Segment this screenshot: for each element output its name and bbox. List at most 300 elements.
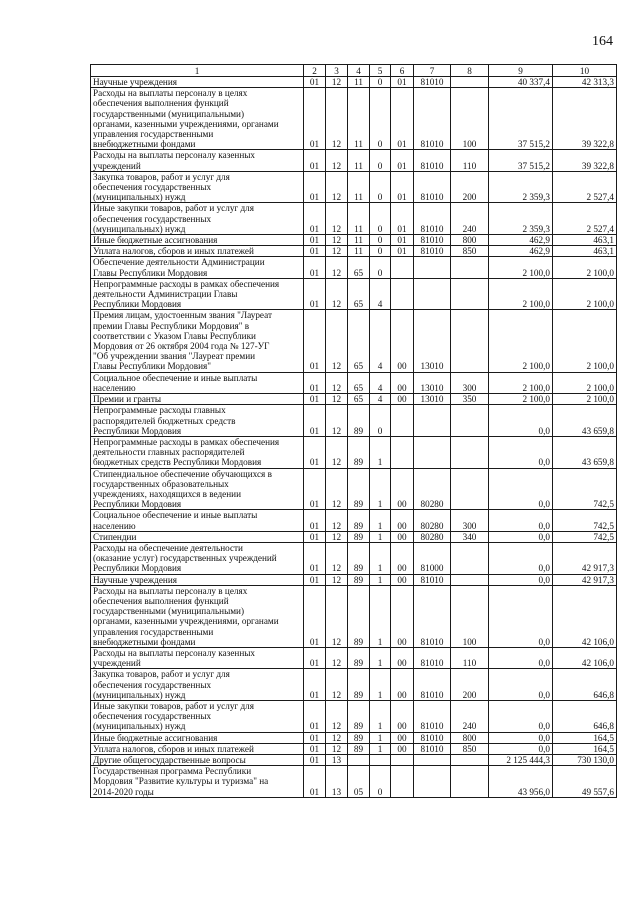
amount-cell (553, 700, 617, 732)
code-cell (451, 700, 489, 732)
table-row (91, 585, 617, 647)
code-cell (391, 310, 414, 372)
code-cell (304, 700, 326, 732)
cell-value: 81010 (420, 636, 444, 647)
cell-value: 01 (309, 721, 320, 732)
cell-value: 13 (331, 755, 342, 765)
code-cell (414, 542, 451, 574)
row-name-cell (91, 585, 304, 647)
code-cell (304, 310, 326, 372)
cell-value: 89 (353, 732, 364, 743)
cell-value: 12 (331, 658, 342, 669)
cell-value: 0,0 (538, 520, 550, 531)
amount-cell (553, 436, 617, 468)
cell-value: 4 (377, 361, 383, 372)
cell-value: 646,8 (593, 721, 614, 732)
amount-cell (553, 542, 617, 574)
budget-table (90, 64, 617, 798)
amount-cell (553, 647, 617, 668)
code-cell (414, 700, 451, 732)
cell-value: 12 (331, 235, 342, 246)
code-cell (348, 531, 370, 542)
amount-cell (489, 755, 553, 766)
code-cell (304, 150, 326, 171)
code-cell (326, 531, 348, 542)
cell-value: 89 (353, 658, 364, 669)
cell-value: 1 (377, 636, 383, 647)
code-cell (414, 77, 451, 88)
cell-value: 11 (354, 139, 363, 150)
code-cell (326, 436, 348, 468)
code-cell (391, 510, 414, 531)
cell-value: 01 (309, 139, 320, 150)
row-name-cell (91, 235, 304, 246)
cell-value: 4 (377, 299, 383, 310)
cell-value: 43 659,8 (581, 425, 614, 436)
row-label: Расходы на выплаты персоналу в целях обеспечения выполнения функций государственными (муниципальными) органами, казенными учреждениями, органами управления государственными внебюджетными фондами (93, 88, 279, 150)
cell-value: 110 (462, 658, 477, 669)
cell-value: 89 (353, 636, 364, 647)
cell-value: 13 (331, 786, 342, 797)
cell-value: 0 (377, 192, 383, 203)
amount-cell (489, 278, 553, 310)
row-label: Иные закупки товаров, работ и услуг для обеспечения государственных (муниципальных) нужд (93, 700, 254, 732)
code-cell (326, 574, 348, 585)
table-row (91, 235, 617, 246)
cell-value: 1 (377, 457, 383, 468)
cell-value: 12 (331, 520, 342, 531)
code-cell (304, 585, 326, 647)
row-name-cell (91, 766, 304, 798)
cell-value: 00 (397, 520, 407, 531)
code-cell (391, 88, 414, 150)
cell-value: 1 (377, 499, 383, 510)
cell-value: 164,5 (593, 732, 614, 743)
cell-value: 01 (309, 732, 320, 743)
code-cell (370, 510, 391, 531)
cell-value: 13010 (420, 394, 444, 405)
cell-value: 463,1 (593, 246, 614, 257)
code-cell (326, 585, 348, 647)
row-name-cell (91, 405, 304, 437)
row-label: Социальное обеспечение и иные выплаты населению (93, 372, 258, 393)
cell-value: 110 (462, 160, 477, 171)
cell-value: 2 100,0 (586, 267, 614, 278)
cell-value: 13010 (420, 361, 444, 372)
cell-value: 89 (353, 689, 364, 700)
amount-cell (489, 700, 553, 732)
code-cell (326, 278, 348, 310)
code-cell (451, 468, 489, 510)
cell-value: 0,0 (538, 563, 550, 574)
row-name-cell (91, 77, 304, 88)
code-cell (414, 203, 451, 235)
code-cell (451, 669, 489, 701)
code-cell (451, 510, 489, 531)
row-label: Иные закупки товаров, работ и услуг для обеспечения государственных (муниципальных) нужд (93, 203, 254, 234)
code-cell (348, 310, 370, 372)
cell-value: 4 (377, 394, 383, 405)
code-cell (370, 669, 391, 701)
amount-cell (553, 372, 617, 393)
row-name-cell (91, 647, 304, 668)
row-label: Научные учреждения (93, 77, 177, 87)
row-label: Иные бюджетные ассигнования (93, 732, 218, 743)
amount-cell (553, 585, 617, 647)
code-cell (326, 732, 348, 743)
code-cell (414, 278, 451, 310)
cell-value: 1 (377, 563, 383, 574)
row-name-cell (91, 88, 304, 150)
table-row (91, 77, 617, 88)
cell-value: 42 917,3 (581, 563, 614, 574)
code-cell (451, 394, 489, 405)
cell-value: 81010 (420, 689, 444, 700)
code-cell (304, 669, 326, 701)
code-cell (451, 732, 489, 743)
row-name-cell (91, 743, 304, 754)
code-cell (348, 700, 370, 732)
code-cell (370, 755, 391, 766)
row-label: Закупка товаров, работ и услуг для обеспечения государственных (муниципальных) нужд (93, 669, 230, 700)
code-cell (391, 574, 414, 585)
cell-value: 12 (331, 246, 342, 257)
cell-value: 0,0 (538, 636, 550, 647)
cell-value: 89 (353, 721, 364, 732)
cell-value: 13010 (420, 382, 444, 393)
cell-value: 00 (397, 732, 407, 743)
cell-value: 01 (309, 531, 320, 542)
code-cell (391, 150, 414, 171)
cell-value: 12 (331, 732, 342, 743)
row-label: Непрограммные расходы главных распорядителей бюджетных средств Республики Мордовия (93, 405, 236, 436)
cell-value: 200 (462, 192, 477, 203)
cell-value: 0,0 (538, 425, 550, 436)
cell-value: 89 (353, 520, 364, 531)
cell-value: 01 (309, 658, 320, 669)
amount-cell (489, 585, 553, 647)
code-cell (304, 743, 326, 754)
code-cell (370, 171, 391, 203)
table-row (91, 700, 617, 732)
cell-value: 11 (354, 246, 363, 257)
column-header: 5 (370, 65, 391, 77)
code-cell (304, 278, 326, 310)
code-cell (304, 372, 326, 393)
amount-cell (553, 669, 617, 701)
amount-cell (553, 510, 617, 531)
code-cell (391, 585, 414, 647)
amount-cell (489, 405, 553, 437)
cell-value: 01 (397, 223, 407, 234)
cell-value: 0,0 (538, 732, 550, 743)
cell-value: 81010 (420, 192, 444, 203)
code-cell (451, 77, 489, 88)
code-cell (451, 203, 489, 235)
cell-value: 2 125 444,3 (506, 755, 550, 765)
code-cell (414, 755, 451, 766)
code-cell (370, 732, 391, 743)
row-name-cell (91, 531, 304, 542)
cell-value: 43 956,0 (517, 786, 550, 797)
cell-value: 0 (377, 77, 383, 87)
code-cell (370, 766, 391, 798)
code-cell (348, 77, 370, 88)
code-cell (348, 743, 370, 754)
cell-value: 01 (397, 192, 407, 203)
cell-value: 742,5 (593, 520, 614, 531)
code-cell (370, 542, 391, 574)
cell-value: 42 917,3 (581, 574, 614, 585)
code-cell (451, 310, 489, 372)
cell-value: 0 (377, 160, 383, 171)
cell-value: 81010 (420, 721, 444, 732)
code-cell (304, 88, 326, 150)
cell-value: 49 557,6 (581, 786, 614, 797)
row-name-cell (91, 278, 304, 310)
cell-value: 00 (397, 499, 407, 510)
row-name-cell (91, 150, 304, 171)
cell-value: 01 (397, 235, 407, 246)
code-cell (370, 531, 391, 542)
cell-value: 11 (354, 160, 363, 171)
column-header: 10 (553, 65, 617, 77)
cell-value: 12 (331, 574, 342, 585)
cell-value: 12 (331, 425, 342, 436)
code-cell (370, 246, 391, 257)
cell-value: 11 (354, 223, 363, 234)
code-cell (451, 278, 489, 310)
code-cell (414, 372, 451, 393)
cell-value: 0,0 (538, 658, 550, 669)
cell-value: 12 (331, 299, 342, 310)
code-cell (326, 150, 348, 171)
cell-value: 850 (462, 246, 477, 257)
table-row (91, 743, 617, 754)
row-name-cell (91, 574, 304, 585)
code-cell (326, 203, 348, 235)
code-cell (414, 394, 451, 405)
cell-value: 12 (331, 160, 342, 171)
code-cell (326, 468, 348, 510)
amount-cell (553, 257, 617, 278)
code-cell (348, 732, 370, 743)
amount-cell (489, 574, 553, 585)
cell-value: 00 (397, 743, 407, 754)
cell-value: 742,5 (593, 499, 614, 510)
cell-value: 2 100,0 (522, 394, 550, 405)
code-cell (348, 436, 370, 468)
cell-value: 01 (309, 223, 320, 234)
cell-value: 0,0 (538, 499, 550, 510)
cell-value: 1 (377, 732, 383, 743)
cell-value: 12 (331, 636, 342, 647)
code-cell (370, 574, 391, 585)
cell-value: 42 106,0 (581, 636, 614, 647)
cell-value: 42 313,3 (581, 77, 614, 87)
code-cell (370, 468, 391, 510)
code-cell (304, 574, 326, 585)
column-header: 7 (414, 65, 451, 77)
code-cell (326, 257, 348, 278)
row-name-cell (91, 436, 304, 468)
amount-cell (489, 235, 553, 246)
cell-value: 2 359,3 (522, 192, 550, 203)
header-row (91, 65, 617, 77)
code-cell (370, 372, 391, 393)
code-cell (326, 77, 348, 88)
cell-value: 00 (397, 636, 407, 647)
cell-value: 2 100,0 (586, 299, 614, 310)
cell-value: 00 (397, 574, 407, 585)
row-name-cell (91, 669, 304, 701)
amount-cell (553, 743, 617, 754)
code-cell (326, 88, 348, 150)
table-row (91, 510, 617, 531)
cell-value: 646,8 (593, 689, 614, 700)
row-name-cell (91, 203, 304, 235)
cell-value: 12 (331, 361, 342, 372)
code-cell (391, 171, 414, 203)
amount-cell (489, 203, 553, 235)
cell-value: 340 (462, 531, 477, 542)
code-cell (304, 510, 326, 531)
row-label: Иные бюджетные ассигнования (93, 235, 218, 246)
code-cell (348, 468, 370, 510)
row-name-cell (91, 468, 304, 510)
cell-value: 01 (309, 563, 320, 574)
code-cell (451, 766, 489, 798)
row-label: Расходы на выплаты персоналу казенных учреждений (93, 150, 256, 171)
amount-cell (489, 257, 553, 278)
row-name-cell (91, 257, 304, 278)
cell-value: 81010 (420, 77, 444, 87)
cell-value: 89 (353, 563, 364, 574)
cell-value: 01 (309, 192, 320, 203)
code-cell (414, 436, 451, 468)
code-cell (451, 246, 489, 257)
row-label: Государственная программа Республики Мордовия "Развитие культуры и туризма" на 2014-2020 годы (93, 766, 269, 797)
code-cell (304, 405, 326, 437)
code-cell (414, 510, 451, 531)
cell-value: 01 (309, 520, 320, 531)
code-cell (451, 585, 489, 647)
code-cell (451, 235, 489, 246)
cell-value: 1 (377, 689, 383, 700)
code-cell (391, 732, 414, 743)
cell-value: 11 (354, 192, 363, 203)
cell-value: 01 (309, 299, 320, 310)
cell-value: 01 (397, 246, 407, 257)
cell-value: 164,5 (593, 743, 614, 754)
cell-value: 2 100,0 (586, 394, 614, 405)
code-cell (348, 278, 370, 310)
cell-value: 65 (353, 394, 364, 405)
table-row (91, 542, 617, 574)
cell-value: 2 100,0 (522, 382, 550, 393)
cell-value: 00 (397, 563, 407, 574)
table-row (91, 647, 617, 668)
table-row (91, 310, 617, 372)
cell-value: 81010 (420, 235, 444, 246)
column-header: 1 (91, 65, 304, 77)
code-cell (370, 77, 391, 88)
amount-cell (553, 88, 617, 150)
amount-cell (553, 150, 617, 171)
code-cell (370, 310, 391, 372)
code-cell (370, 257, 391, 278)
amount-cell (553, 531, 617, 542)
cell-value: 0 (377, 235, 383, 246)
table-row (91, 468, 617, 510)
cell-value: 742,5 (593, 531, 614, 542)
amount-cell (489, 88, 553, 150)
code-cell (391, 669, 414, 701)
code-cell (391, 436, 414, 468)
amount-cell (553, 310, 617, 372)
cell-value: 0,0 (538, 574, 550, 585)
code-cell (370, 585, 391, 647)
cell-value: 81010 (420, 246, 444, 257)
cell-value: 00 (397, 382, 407, 393)
code-cell (414, 574, 451, 585)
code-cell (348, 766, 370, 798)
row-label: Обеспечение деятельности Администрации Главы Республики Мордовия (93, 257, 265, 278)
cell-value: 4 (377, 382, 383, 393)
cell-value: 12 (331, 499, 342, 510)
cell-value: 0,0 (538, 721, 550, 732)
code-cell (348, 372, 370, 393)
cell-value: 01 (309, 160, 320, 171)
code-cell (304, 235, 326, 246)
amount-cell (553, 405, 617, 437)
cell-value: 01 (309, 77, 320, 87)
code-cell (370, 88, 391, 150)
cell-value: 1 (377, 721, 383, 732)
cell-value: 1 (377, 520, 383, 531)
code-cell (304, 647, 326, 668)
cell-value: 01 (309, 394, 320, 405)
cell-value: 65 (353, 267, 364, 278)
cell-value: 12 (331, 721, 342, 732)
cell-value: 01 (309, 743, 320, 754)
code-cell (391, 203, 414, 235)
code-cell (391, 766, 414, 798)
code-cell (370, 150, 391, 171)
cell-value: 01 (309, 425, 320, 436)
row-name-cell (91, 246, 304, 257)
code-cell (451, 574, 489, 585)
cell-value: 0,0 (538, 457, 550, 468)
code-cell (451, 743, 489, 754)
code-cell (451, 88, 489, 150)
cell-value: 0 (377, 267, 383, 278)
code-cell (326, 669, 348, 701)
cell-value: 2 100,0 (522, 299, 550, 310)
cell-value: 12 (331, 743, 342, 754)
table-row (91, 405, 617, 437)
cell-value: 850 (462, 743, 477, 754)
code-cell (348, 647, 370, 668)
amount-cell (489, 310, 553, 372)
code-cell (326, 766, 348, 798)
row-name-cell (91, 755, 304, 766)
table-row (91, 88, 617, 150)
row-label: Социальное обеспечение и иные выплаты населению (93, 510, 258, 531)
cell-value: 00 (397, 361, 407, 372)
cell-value: 12 (331, 563, 342, 574)
cell-value: 11 (354, 235, 363, 246)
